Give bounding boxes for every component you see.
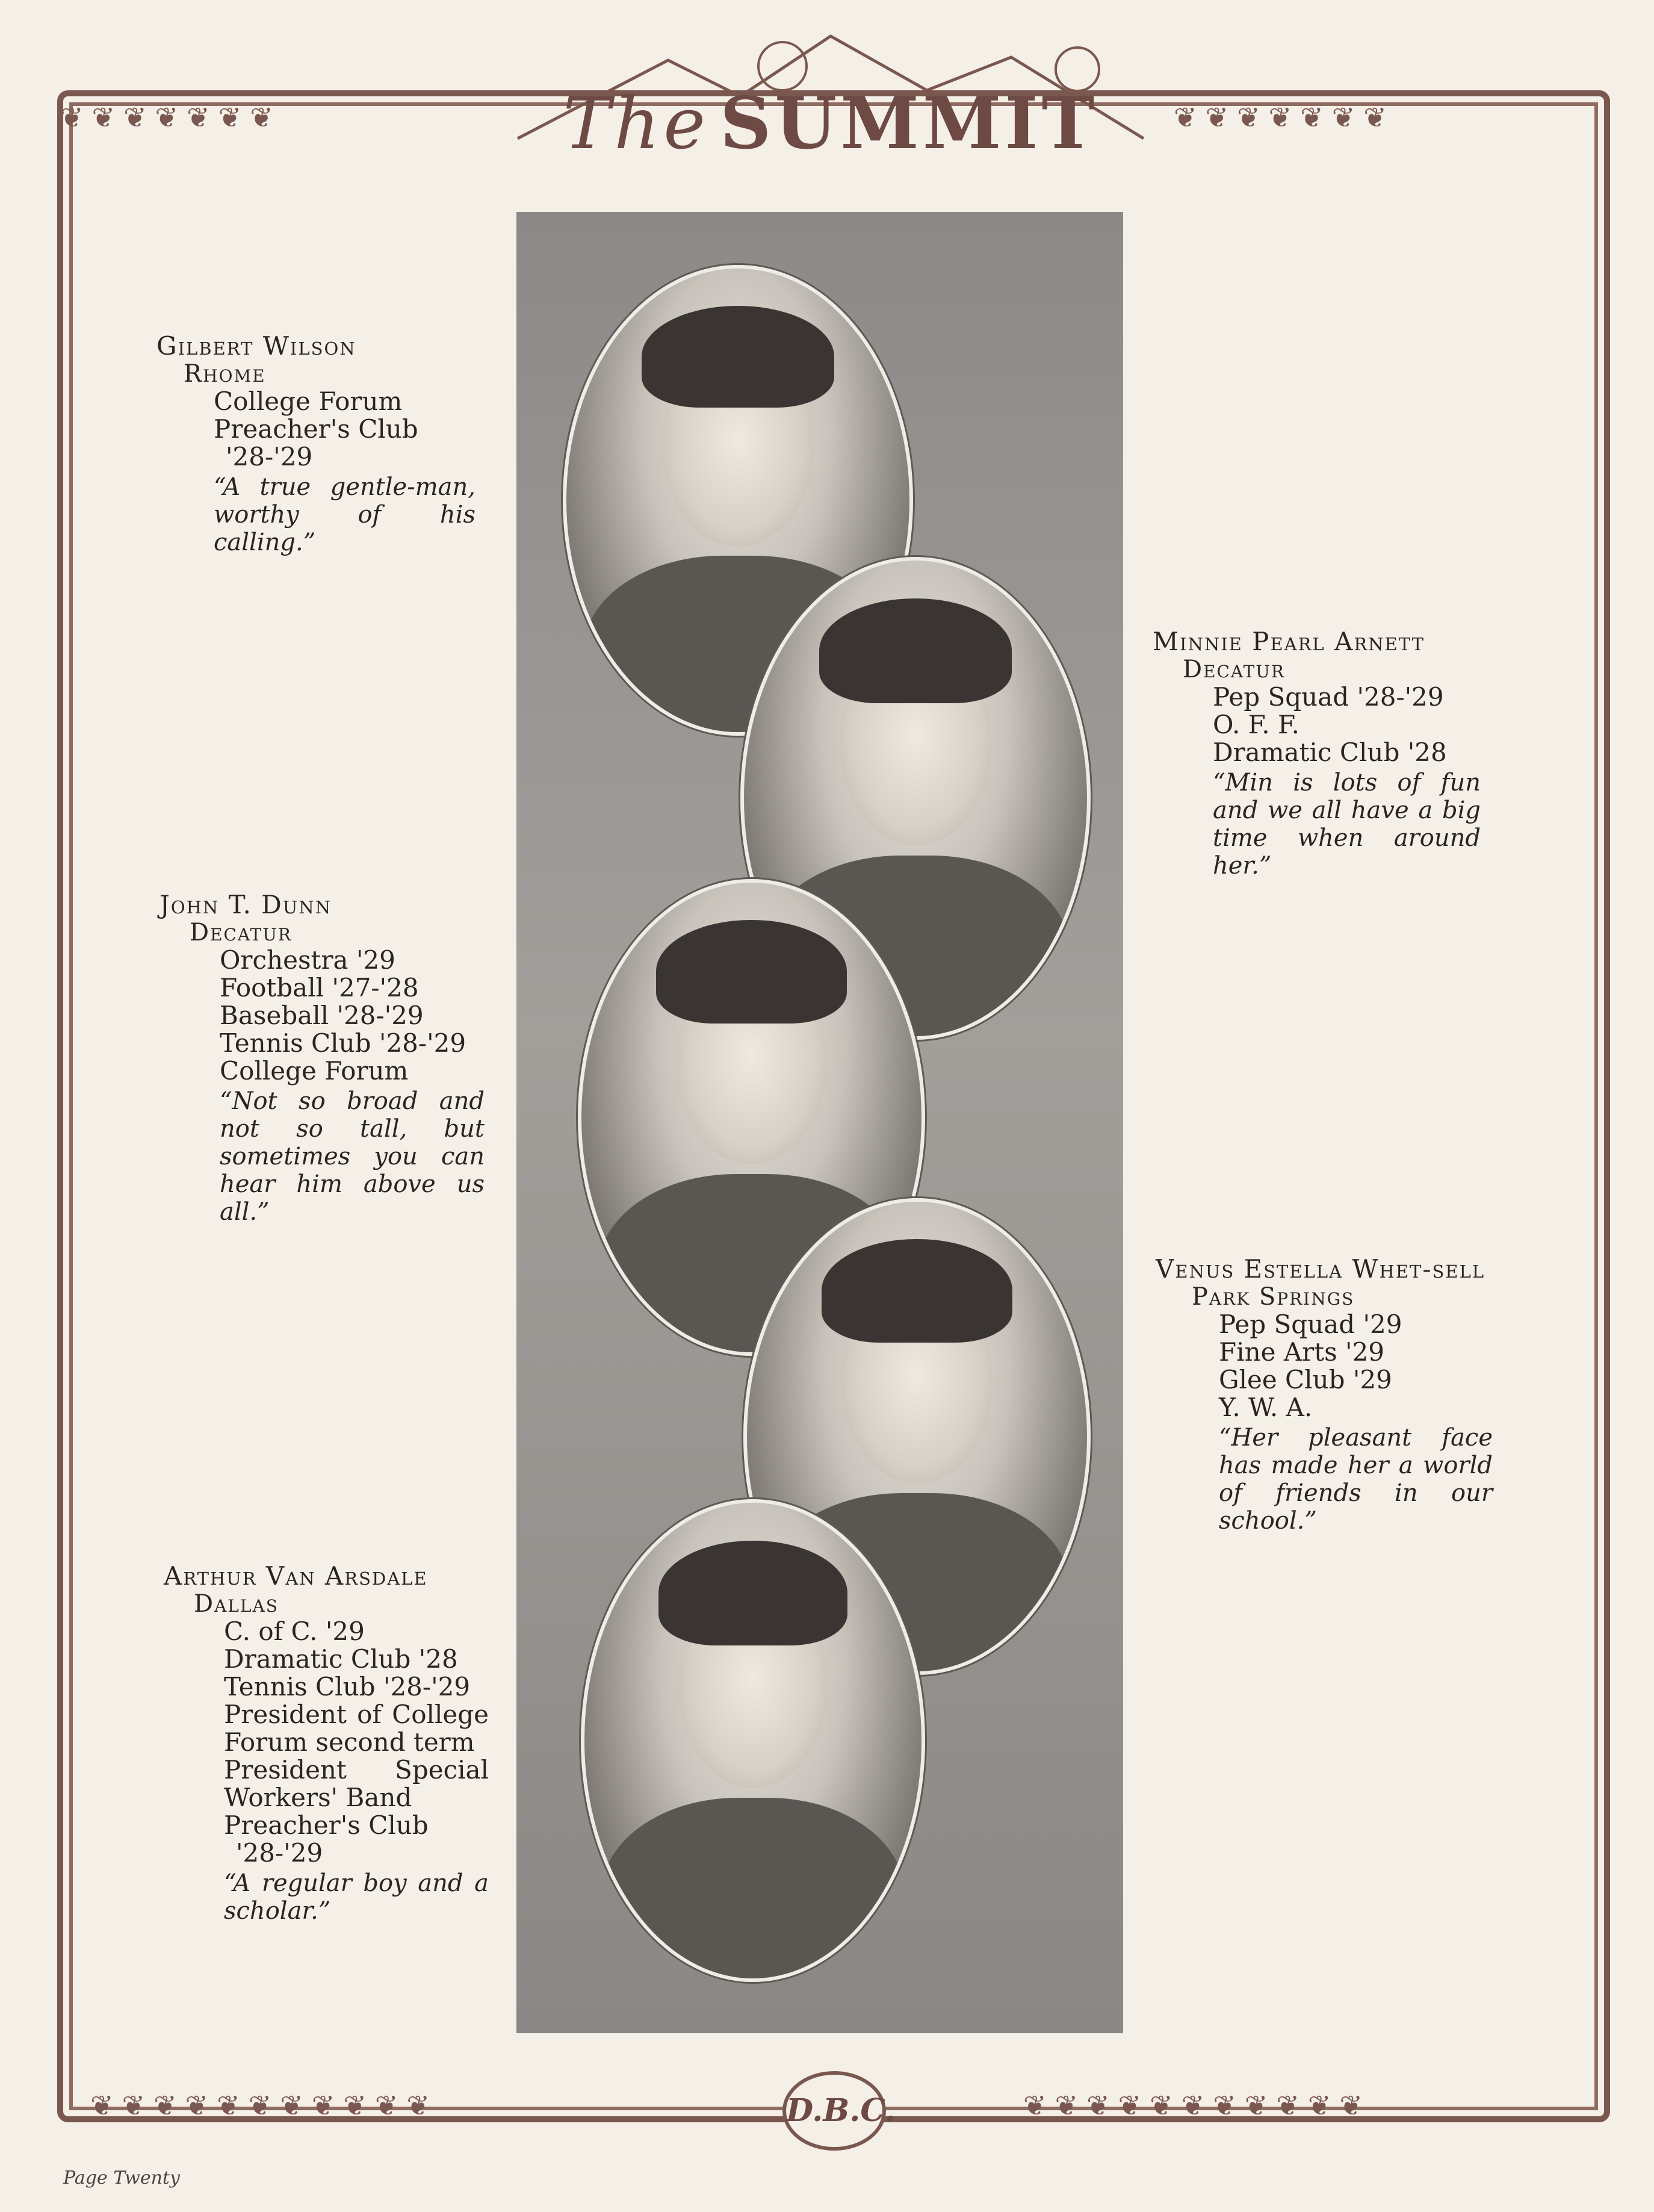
entry-town: Decatur: [190, 919, 292, 946]
entry-quote: “Her pleasant face has made her a world of friends in our school.”: [1219, 1424, 1493, 1535]
entry-quote: “A true gentle-man, worthy of his calling.”: [214, 473, 475, 556]
entry-activity: Pep Squad '29: [1219, 1309, 1402, 1339]
entry-activity: O. F. F.: [1213, 710, 1299, 739]
entry-activity: '28-'29: [236, 1838, 323, 1868]
entry-name: John T. Dunn: [160, 890, 332, 919]
entry-activity: Baseball '28-'29: [220, 1001, 424, 1030]
entry-john-t-dunn: [160, 891, 485, 1226]
entry-gilbert-wilson: [156, 332, 482, 556]
entry-town: Park Springs: [1192, 1283, 1355, 1311]
entry-activity: Orchestra '29: [220, 945, 395, 975]
entry-activity: President of College Forum second term: [224, 1700, 489, 1757]
header-the: The: [563, 82, 710, 165]
entry-activity: Preacher's Club: [214, 414, 418, 444]
entry-activity: C. of C. '29: [224, 1617, 365, 1646]
leaf-garland-left-icon: ❦❦❦❦❦❦❦: [60, 101, 282, 134]
entry-activity: Tennis Club '28-'29: [220, 1028, 466, 1058]
leaf-garland-right-icon: ❦❦❦❦❦❦❦: [1174, 101, 1395, 134]
portrait-arthur-van-arsdale: [581, 1499, 925, 1982]
entry-activity: Glee Club '29: [1219, 1365, 1392, 1394]
dbc-badge: D.B.C.: [782, 2071, 886, 2151]
entry-activity: Dramatic Club '28: [224, 1644, 458, 1674]
entry-quote: “Min is lots of fun and we all have a big time when around her.”: [1213, 769, 1481, 880]
header-summit: SUMMIT: [720, 81, 1098, 165]
entry-town: Decatur: [1183, 656, 1285, 683]
entry-town: Rhome: [184, 360, 266, 388]
entry-activity: College Forum: [214, 387, 403, 416]
entry-minnie-pearl-arnett: [1153, 628, 1490, 880]
entry-name: Venus Estella Whet-sell: [1156, 1254, 1485, 1284]
portrait-hair: [822, 1239, 1012, 1343]
entry-activity: Dramatic Club '28: [1213, 738, 1447, 767]
entry-venus-estella-whetsell: [1156, 1255, 1493, 1535]
page-number: Page Twenty: [63, 2167, 180, 2189]
entry-activity: Football '27-'28: [220, 973, 419, 1002]
entry-activity: Y. W. A.: [1219, 1393, 1313, 1422]
portrait-hair: [819, 598, 1011, 703]
portrait-hair: [642, 306, 834, 408]
yearbook-header: [469, 24, 1192, 165]
portrait-hair: [658, 1541, 847, 1645]
leaf-garland-bottom-right-icon: ❦❦❦❦❦❦❦❦❦❦❦: [1023, 2089, 1371, 2122]
entry-activity: President Special Workers' Band: [224, 1755, 489, 1812]
entry-activity: College Forum: [220, 1056, 409, 1086]
entry-activity: Tennis Club '28-'29: [224, 1672, 471, 1701]
entry-activity: '28-'29: [226, 442, 313, 471]
entry-arthur-van-arsdale: [164, 1562, 489, 1925]
entry-name: Arthur Van Arsdale: [164, 1561, 428, 1591]
entry-name: Gilbert Wilson: [156, 331, 356, 361]
entry-activity: Fine Arts '29: [1219, 1337, 1385, 1367]
leaf-garland-bottom-left-icon: ❦❦❦❦❦❦❦❦❦❦❦: [90, 2089, 438, 2122]
entry-name: Minnie Pearl Arnett: [1153, 627, 1425, 656]
entry-activity: Pep Squad '28-'29: [1213, 682, 1444, 712]
header-title: [469, 81, 1192, 165]
entry-activity: Preacher's Club: [224, 1810, 429, 1840]
portrait-hair: [656, 920, 846, 1024]
entry-town: Dallas: [194, 1590, 279, 1618]
entry-quote: “A regular boy and a scholar.”: [224, 1869, 489, 1925]
entry-quote: “Not so broad and not so tall, but sometimes you can hear him above us all.”: [220, 1087, 485, 1226]
portrait-body: [601, 1798, 905, 1982]
